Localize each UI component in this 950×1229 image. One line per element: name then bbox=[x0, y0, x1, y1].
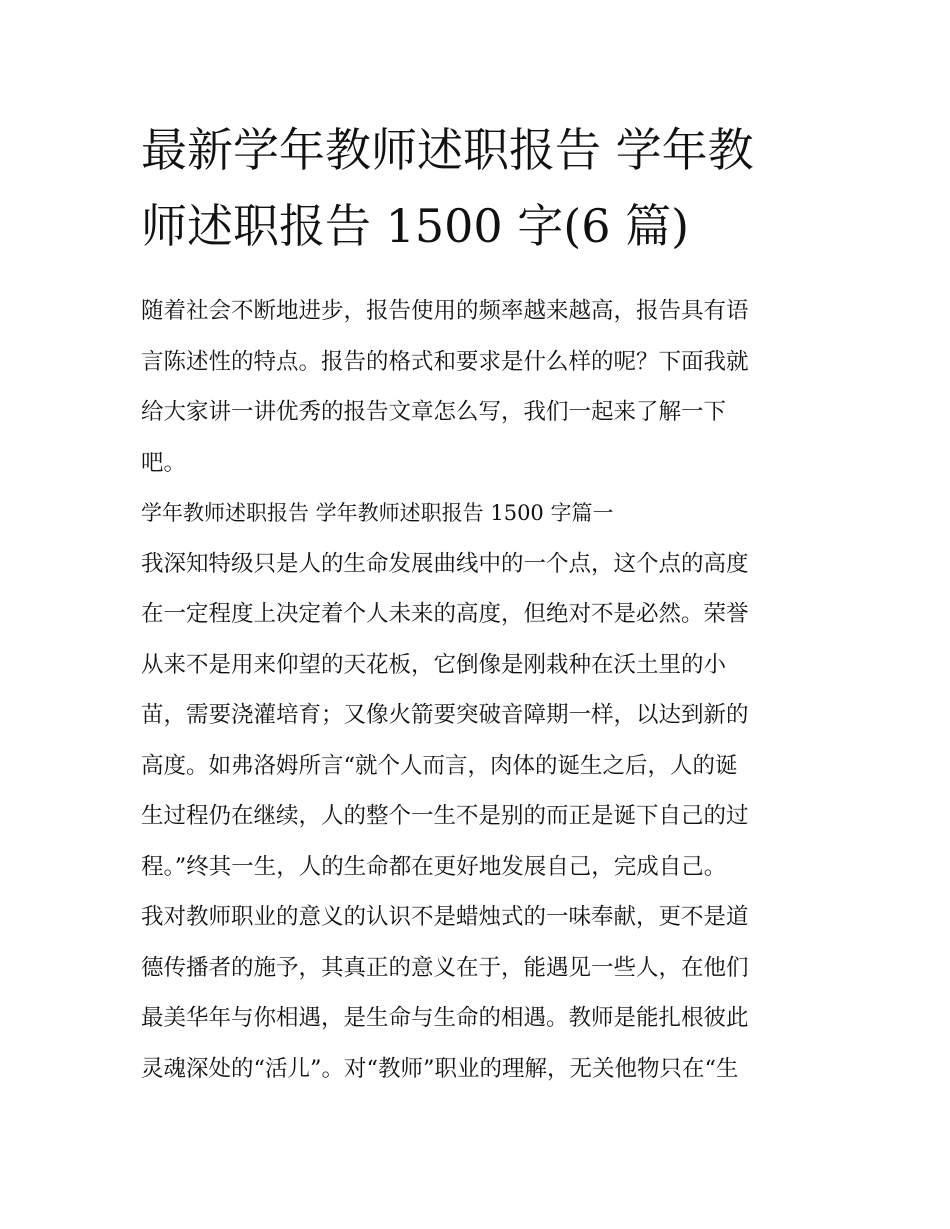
intro-line: 言陈述性的特点。报告的格式和要求是什么样的呢？下面我就 bbox=[141, 348, 749, 375]
body-line: 灵魂深处的“活儿”。对“教师”职业的理解，无关他物只在“生 bbox=[141, 1055, 739, 1082]
document-title bbox=[141, 112, 813, 264]
body-line: 从来不是用来仰望的天花板，它倒像是刚栽种在沃土里的小 bbox=[141, 651, 727, 678]
intro-line: 给大家讲一讲优秀的报告文章怎么写，我们一起来了解一下 bbox=[141, 399, 727, 425]
body-line: 最美华年与你相遇，是生命与生命的相遇。教师是能扎根彼此 bbox=[141, 1005, 749, 1031]
body-line: 生过程仍在继续，人的整个一生不是别的而正是诞下自己的过 bbox=[141, 803, 749, 829]
body-line: 德传播者的施予，其真正的意义在于，能遇见一些人，在他们 bbox=[141, 954, 749, 981]
section-heading: 学年教师述职报告 学年教师述职报告 1500 字篇一 bbox=[141, 501, 614, 525]
body-line: 苗，需要浇灌培育；又像火箭要突破音障期一样，以达到新的 bbox=[141, 702, 749, 728]
intro-line: 随着社会不断地进步，报告使用的频率越来越高，报告具有语 bbox=[141, 298, 749, 324]
title-line-2: 师述职报告 1500 字(6 篇) bbox=[141, 199, 690, 253]
body-line: 高度。如弗洛姆所言“就个人而言，肉体的诞生之后，人的诞 bbox=[141, 752, 738, 779]
body-line: 我对教师职业的意义的认识不是蜡烛式的一味奉献，更不是道 bbox=[141, 904, 749, 930]
document-page bbox=[141, 112, 813, 1094]
intro-paragraph bbox=[141, 286, 813, 488]
body-line: 在一定程度上决定着个人未来的高度，但绝对不是必然。荣誉 bbox=[141, 601, 749, 627]
title-line-1: 最新学年教师述职报告 学年教 bbox=[141, 123, 754, 177]
body-line: 我深知特级只是人的生命发展曲线中的一个点，这个点的高度 bbox=[141, 550, 749, 577]
body-line: 程。”终其一生，人的生命都在更好地发展自己，完成自己。 bbox=[141, 853, 727, 880]
body-paragraph bbox=[141, 539, 813, 1095]
intro-line: 吧。 bbox=[141, 449, 187, 476]
